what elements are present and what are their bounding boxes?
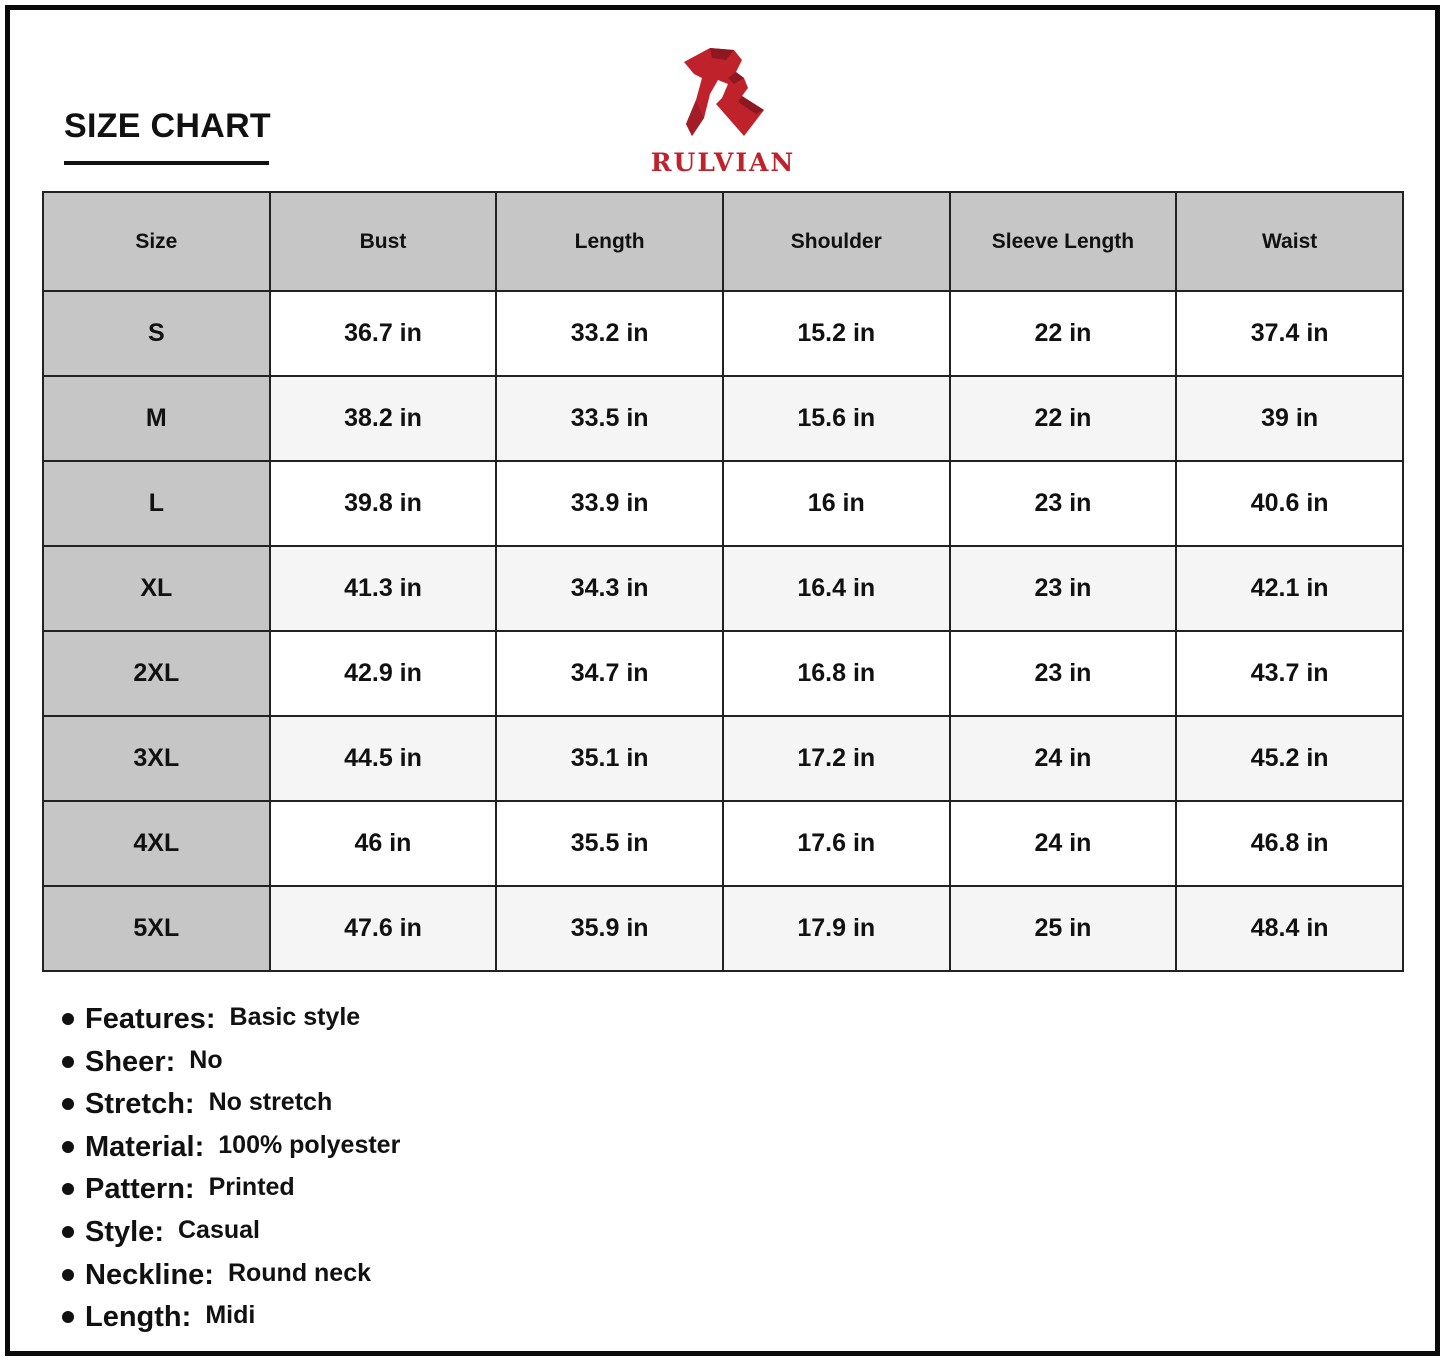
shoulder-cell: 15.6 in (723, 376, 950, 461)
list-item (62, 1301, 400, 1344)
feature-value: Midi (205, 1301, 256, 1330)
column-header-bust: Bust (270, 192, 497, 291)
feature-value: No (189, 1045, 223, 1074)
bust-cell: 39.8 in (270, 461, 497, 546)
length-cell: 33.9 in (496, 461, 723, 546)
bullet-icon (62, 1311, 74, 1323)
table-row (43, 631, 1403, 716)
sleeve-length-cell: 23 in (950, 546, 1177, 631)
bust-cell: 42.9 in (270, 631, 497, 716)
size-cell: L (43, 461, 270, 546)
waist-cell: 37.4 in (1176, 291, 1403, 376)
table-row (43, 886, 1403, 971)
bullet-icon (62, 1056, 74, 1068)
size-cell: M (43, 376, 270, 461)
sleeve-length-cell: 23 in (950, 461, 1177, 546)
feature-label: Neckline: (85, 1258, 214, 1291)
column-header-size: Size (43, 192, 270, 291)
shoulder-cell: 17.9 in (723, 886, 950, 971)
waist-cell: 40.6 in (1176, 461, 1403, 546)
shoulder-cell: 16 in (723, 461, 950, 546)
sleeve-length-cell: 23 in (950, 631, 1177, 716)
length-cell: 33.5 in (496, 376, 723, 461)
shoulder-cell: 15.2 in (723, 291, 950, 376)
list-item (62, 1003, 400, 1046)
feature-value: Round neck (227, 1258, 372, 1287)
table-row (43, 716, 1403, 801)
column-header-length: Length (496, 192, 723, 291)
table-row (43, 546, 1403, 631)
bust-cell: 47.6 in (270, 886, 497, 971)
list-item (62, 1259, 400, 1302)
column-header-shoulder: Shoulder (723, 192, 950, 291)
feature-label: Style: (85, 1215, 164, 1248)
column-header-waist: Waist (1176, 192, 1403, 291)
waist-cell: 39 in (1176, 376, 1403, 461)
list-item (62, 1216, 400, 1259)
waist-cell: 48.4 in (1176, 886, 1403, 971)
size-cell: 5XL (43, 886, 270, 971)
feature-value: 100% polyester (218, 1130, 401, 1159)
feature-label: Pattern: (85, 1173, 195, 1206)
size-chart-table (42, 191, 1404, 972)
list-item (62, 1088, 400, 1131)
feature-label: Stretch: (85, 1088, 195, 1121)
bust-cell: 36.7 in (270, 291, 497, 376)
feature-label: Length: (85, 1301, 192, 1334)
waist-cell: 43.7 in (1176, 631, 1403, 716)
sleeve-length-cell: 24 in (950, 716, 1177, 801)
feature-label: Sheer: (85, 1045, 176, 1078)
waist-cell: 45.2 in (1176, 716, 1403, 801)
size-cell: 2XL (43, 631, 270, 716)
waist-cell: 42.1 in (1176, 546, 1403, 631)
length-cell: 35.1 in (496, 716, 723, 801)
waist-cell: 46.8 in (1176, 801, 1403, 886)
feature-label: Features: (85, 1003, 216, 1035)
size-cell: XL (43, 546, 270, 631)
bullet-icon (62, 1013, 74, 1025)
bust-cell: 46 in (270, 801, 497, 886)
page-title: SIZE CHART (64, 107, 271, 145)
size-cell: S (43, 291, 270, 376)
length-cell: 34.7 in (496, 631, 723, 716)
features-list (62, 1003, 400, 1344)
size-cell: 3XL (43, 716, 270, 801)
sleeve-length-cell: 24 in (950, 801, 1177, 886)
list-item (62, 1173, 400, 1216)
length-cell: 34.3 in (496, 546, 723, 631)
title-underline (64, 161, 269, 165)
table-row (43, 376, 1403, 461)
feature-value: Casual (177, 1215, 260, 1244)
feature-value: Printed (208, 1173, 295, 1202)
length-cell: 35.9 in (496, 886, 723, 971)
list-item (62, 1131, 400, 1174)
feature-value: Basic style (229, 1003, 361, 1031)
sleeve-length-cell: 25 in (950, 886, 1177, 971)
table-row (43, 801, 1403, 886)
sleeve-length-cell: 22 in (950, 376, 1177, 461)
column-header-sleeve-length: Sleeve Length (950, 192, 1177, 291)
length-cell: 35.5 in (496, 801, 723, 886)
list-item (62, 1046, 400, 1089)
bust-cell: 44.5 in (270, 716, 497, 801)
table-row (43, 291, 1403, 376)
bust-cell: 41.3 in (270, 546, 497, 631)
bust-cell: 38.2 in (270, 376, 497, 461)
bullet-icon (62, 1269, 74, 1281)
bullet-icon (62, 1141, 74, 1153)
feature-value: No stretch (208, 1088, 333, 1117)
bullet-icon (62, 1226, 74, 1238)
shoulder-cell: 17.2 in (723, 716, 950, 801)
r-monogram-logo-icon (682, 44, 764, 144)
bullet-icon (62, 1098, 74, 1110)
feature-label: Material: (85, 1130, 205, 1163)
size-cell: 4XL (43, 801, 270, 886)
bullet-icon (62, 1183, 74, 1195)
shoulder-cell: 16.4 in (723, 546, 950, 631)
shoulder-cell: 16.8 in (723, 631, 950, 716)
brand-logo (638, 44, 808, 179)
brand-name: RULVIAN (650, 148, 796, 177)
table-row (43, 461, 1403, 546)
table-header-row (43, 192, 1403, 291)
length-cell: 33.2 in (496, 291, 723, 376)
sleeve-length-cell: 22 in (950, 291, 1177, 376)
shoulder-cell: 17.6 in (723, 801, 950, 886)
